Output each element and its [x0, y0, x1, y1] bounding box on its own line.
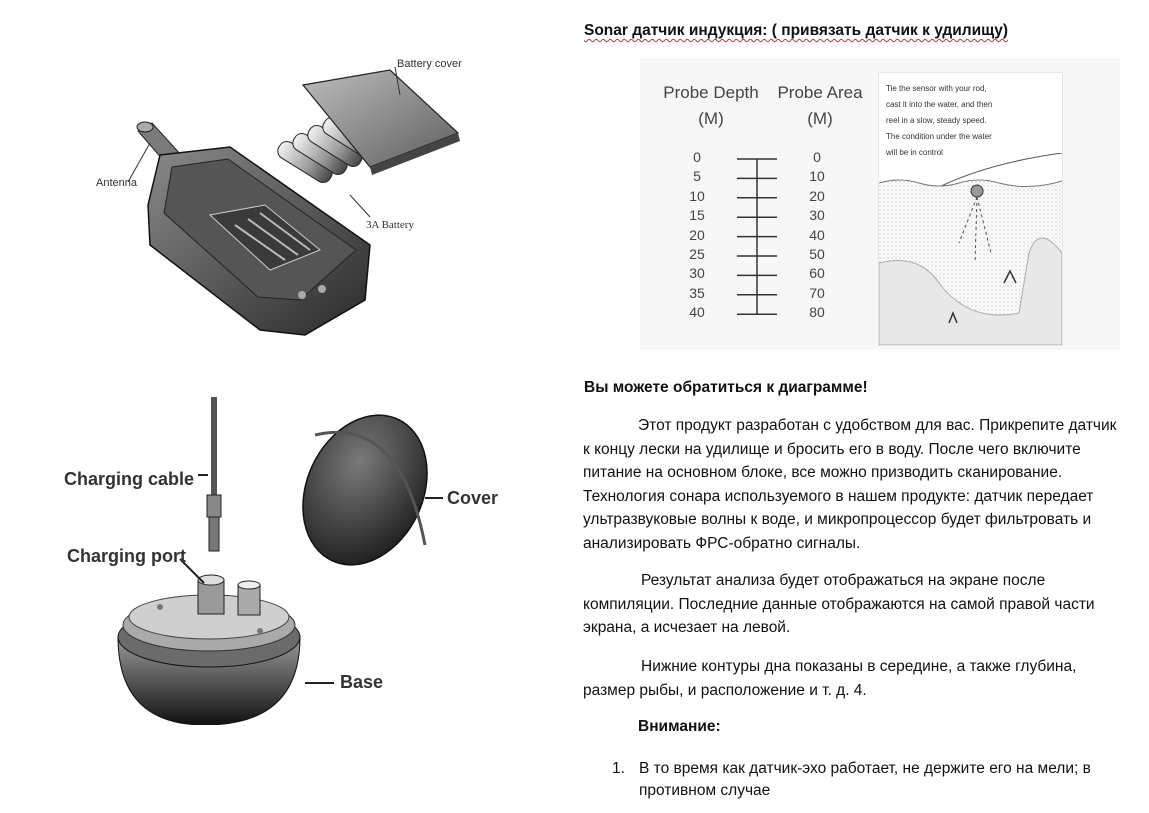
depth-value: 5 — [693, 168, 701, 185]
paragraph-line: Технология сонара используемого в нашем продукте: датчик передает — [583, 487, 1094, 505]
label-battery: 3A Battery — [366, 219, 414, 231]
paragraph-1 — [583, 414, 1123, 555]
inset-line: reel in a slow, steady speed. — [886, 116, 987, 125]
probe-area-unit: (M) — [807, 109, 833, 128]
paragraph-line: Результат анализа будет отображаться на экране после — [641, 572, 1046, 589]
list-number: 1. — [612, 760, 625, 777]
label-cover: Cover — [447, 488, 499, 508]
underwater-scene — [879, 153, 1062, 345]
paragraph-line: Этот продукт разработан с удобством для вас. Прикрепите датчик — [638, 417, 1117, 434]
area-value: 30 — [809, 207, 825, 224]
area-value: 60 — [809, 265, 825, 282]
probe-area-header — [770, 80, 870, 132]
label-charging-cable: Charging cable — [64, 469, 195, 489]
label-antenna: Antenna — [96, 177, 137, 189]
depth-value: 20 — [689, 226, 705, 243]
probe-depth-title: Probe Depth — [663, 83, 759, 102]
list-item — [639, 758, 1119, 802]
depth-value: 15 — [689, 207, 705, 224]
depth-value: 0 — [693, 149, 701, 165]
inset-line: Tie the sensor with your rod, — [886, 84, 987, 93]
paragraph-line: Нижние контуры дна показаны в середине, а также глубина, — [641, 658, 1077, 675]
depth-scale-ladder — [732, 149, 782, 319]
area-value: 20 — [809, 187, 825, 204]
paragraph-line: размер рыбы, и расположение и т. д. 4. — [583, 681, 867, 699]
device-body — [148, 147, 370, 335]
device-illustration — [60, 45, 530, 355]
label-base: Base — [340, 672, 384, 692]
inset-instructions — [886, 81, 992, 161]
probe-table — [652, 80, 872, 330]
paragraph-line: питание на основном блоке, все можно призводить сканирование. — [583, 464, 1063, 481]
inset-line: The condition under the water — [886, 132, 992, 141]
paragraph-line: компиляции. Последние данные отображаются на самой правой части — [583, 595, 1095, 613]
area-value: 80 — [809, 304, 825, 321]
paragraph-line: экрана, а исчезает на левой. — [583, 619, 791, 636]
attention-heading: Внимание: — [638, 718, 721, 735]
charging-cable-part — [207, 397, 221, 551]
area-value: 40 — [809, 226, 825, 243]
list-item-line: В то время как датчик-эхо работает, не держите его на мели; в — [639, 760, 1091, 777]
area-value: 70 — [809, 284, 825, 301]
paragraph-line: к концу лески на удилище и бросить его в воду. После чего включите — [583, 440, 1081, 458]
depth-value: 10 — [689, 187, 705, 204]
paragraph-line: ультразвуковые волны к воде, и микропроцессор будет фильтровать и — [583, 511, 1092, 528]
area-value: 50 — [809, 246, 825, 262]
depth-value: 35 — [689, 284, 705, 301]
inset-line: will be in control — [886, 148, 943, 157]
diagram-note: Вы можете обратиться к диаграмме! — [584, 379, 868, 396]
page-heading: Sonar датчик индукция: ( привязать датчик к удилищу) — [584, 22, 1009, 39]
paragraph-3 — [583, 655, 1123, 702]
paragraph-line: анализировать ФРС-обратно сигналы. — [583, 534, 861, 552]
label-battery-cover: Battery cover — [397, 58, 462, 70]
probe-area-title: Probe Area — [777, 83, 863, 102]
inset-line: cast it into the water, and then — [886, 100, 993, 109]
list-item-line: противном случае — [639, 782, 771, 799]
depth-value: 30 — [689, 265, 705, 282]
probe-depth-unit: (M) — [698, 109, 724, 128]
area-value: 0 — [813, 149, 821, 165]
area-value: 10 — [809, 168, 825, 185]
cover-part — [279, 395, 450, 585]
probe-depth-header — [656, 80, 766, 132]
paragraph-2 — [583, 569, 1123, 640]
depth-value: 25 — [689, 246, 705, 262]
base-part — [118, 575, 300, 725]
depth-value: 40 — [689, 304, 705, 321]
label-charging-port: Charging port — [67, 546, 186, 566]
fishing-inset — [878, 72, 1063, 346]
